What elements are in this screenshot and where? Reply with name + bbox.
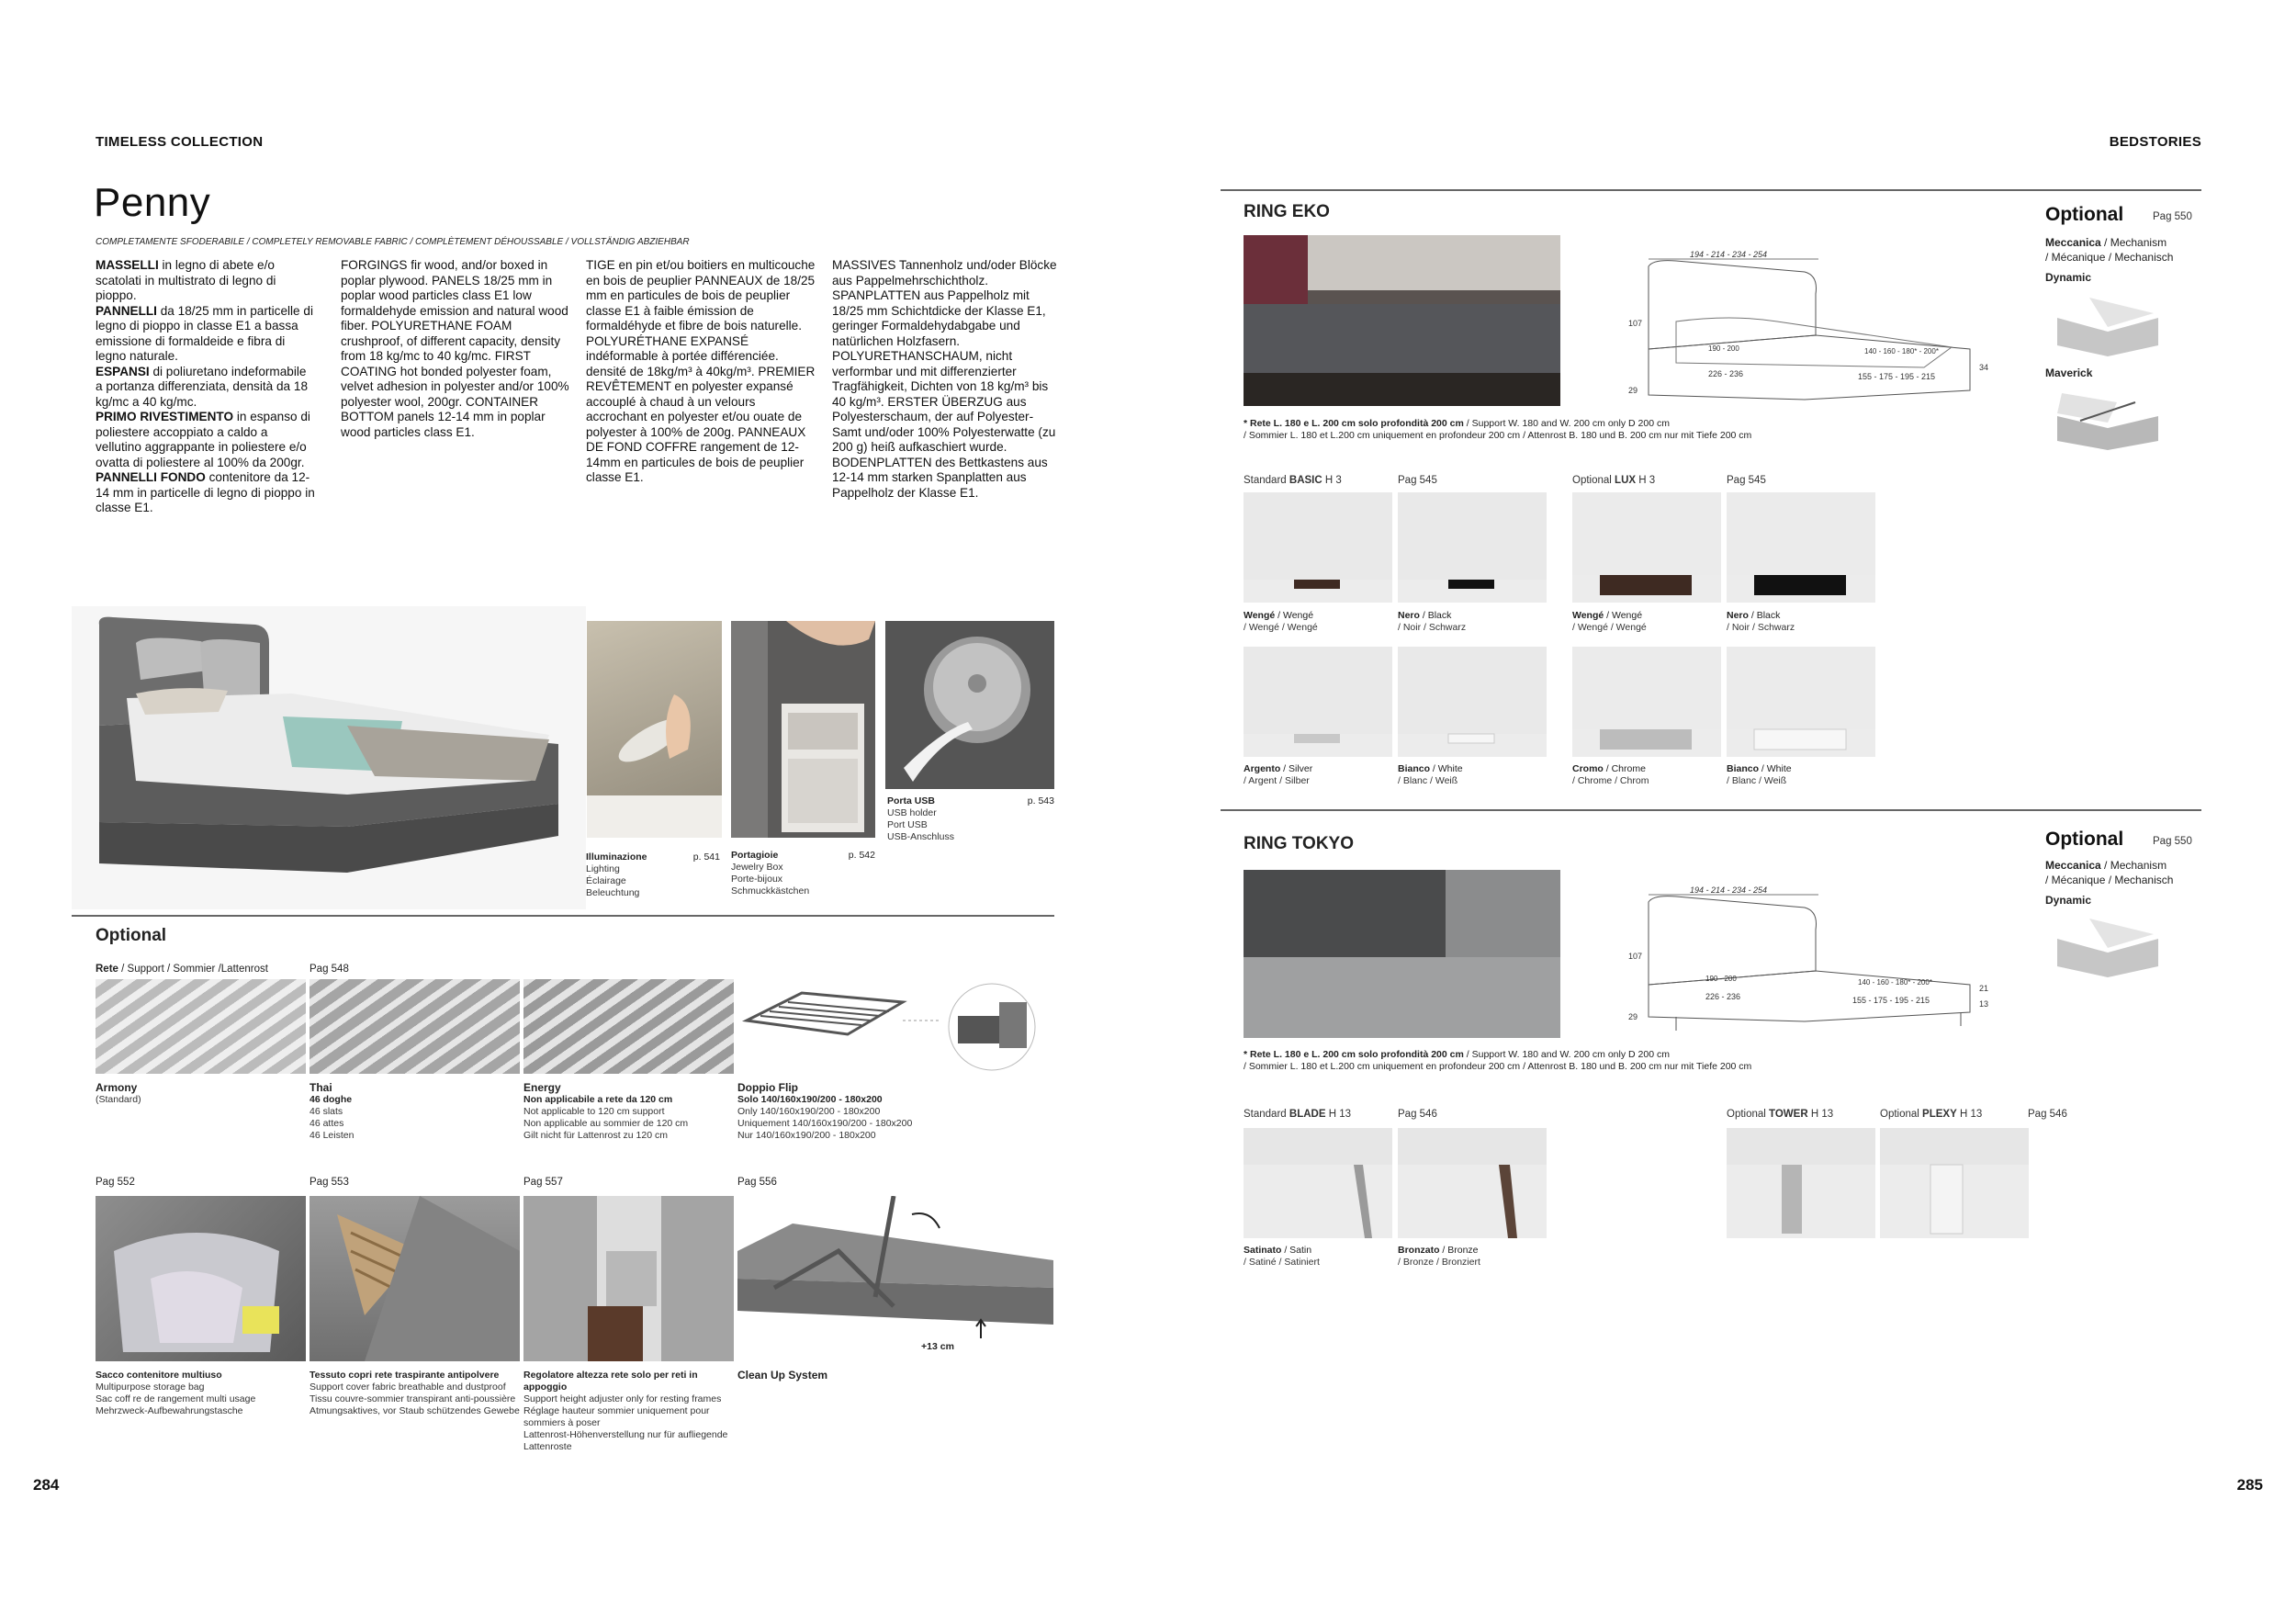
foot-finish-other: / Bronze / Bronziert (1398, 1257, 1480, 1268)
ring-eko-title: RING EKO (1244, 202, 1330, 221)
slat-name: Thai (310, 1081, 332, 1094)
foot-finish-en: / Wengé (1275, 610, 1314, 621)
lighting-photo (587, 621, 722, 838)
foot-finish: Bianco (1398, 763, 1431, 774)
foot-wenge-basic (1244, 492, 1392, 603)
slat-doppio-flip-photo (737, 979, 1053, 1074)
foot-nero-lux (1727, 492, 1875, 603)
desc-keyword: PRIMO RIVESTIMENTO (96, 410, 234, 423)
storage-bag-photo (96, 1196, 306, 1361)
extra-line: Mehrzweck-Aufbewahrungstasche (96, 1405, 243, 1416)
foot-finish-other: / Chrome / Chrom (1572, 775, 1649, 786)
foot-caption (1727, 610, 1795, 634)
slat-energy-photo (523, 979, 734, 1074)
slat-line: Not applicable to 120 cm support (523, 1106, 665, 1117)
ring-eko-photo (1244, 235, 1560, 406)
product-title: Penny (94, 180, 211, 225)
page-number-left: 284 (33, 1476, 60, 1494)
accessory-line: USB-Anschluss (887, 831, 954, 842)
foot-finish-other: / Noir / Schwarz (1398, 622, 1467, 633)
desc-text: da 18/25 mm in particelle di legno di pioppo in classe E1 a bassa emissione di formaldeide e fibra di legno naturale. (96, 303, 313, 363)
slat-caption-energy (523, 1082, 734, 1142)
desc-text: FORGINGS fir wood, and/or boxed in poplar plywood. PANELS 18/25 mm in poplar wood particles class E1 low formaldehyde emission and natural wood fiber. POLYURETHANE FOAM crushproof, of different capacity, density from 18 kg/mc to 40 kg/mc. FIRST COATING hot bonded polyester foam, velvet adhesion in polyester and/or 100% polyester wool, 200gr. CONTAINER BOTTOM panels 12-14 mm in poplar wood particles class E1. (341, 258, 569, 439)
foot-finish-other: / Blanc / Weiß (1727, 775, 1787, 786)
desc-keyword: ESPANSI (96, 364, 150, 378)
slat-line: Non applicable au sommier de 120 cm (523, 1118, 689, 1129)
product-subtitle: COMPLETAMENTE SFODERABILE / COMPLETELY REMOVABLE FABRIC / COMPLÈTEMENT DÉHOUSSABLE / VOLLSTÄNDIG ABZIEHBAR (96, 237, 690, 247)
accessory-line: Port USB (887, 819, 928, 830)
slat-line: (Standard) (96, 1094, 141, 1105)
extra-line: Atmungsaktives, vor Staub schützendes Gewebe (310, 1405, 520, 1416)
desc-text: di poliuretano indeformabile a portanza differenziata, densità da 18 kg/mc a 40 kg/mc. (96, 364, 309, 409)
collection-header: TIMELESS COLLECTION (96, 134, 264, 150)
ring-eko-optional-page: Pag 545 (1727, 475, 1766, 486)
foot-finish-other: / Wengé / Wengé (1572, 622, 1647, 633)
usb-holder-photo (885, 621, 1054, 789)
foot-caption (1398, 610, 1466, 634)
svg-text:107: 107 (1628, 952, 1643, 961)
clean-up-badge: +13 cm (921, 1341, 954, 1352)
foot-finish: Cromo (1572, 763, 1604, 774)
accessory-page: p. 541 (692, 851, 720, 863)
foot-finish: Nero (1727, 610, 1749, 621)
mechanism-maverick-photo (2053, 384, 2163, 452)
foot-finish-other: / Blanc / Weiß (1398, 775, 1458, 786)
extra-title: Regolatore altezza rete solo per reti in appoggio (523, 1370, 698, 1393)
desc-fr (586, 258, 816, 486)
foot-satinato-blade (1244, 1128, 1392, 1238)
tokyo-mechanism-label: Meccanica / Mechanism / Mécanique / Mechanisch (2045, 859, 2174, 886)
divider (1221, 189, 2201, 191)
caption-lighting (586, 851, 720, 899)
foot-caption (1398, 763, 1463, 787)
slat-line: 46 attes (310, 1118, 344, 1129)
accessory-page: p. 542 (848, 850, 875, 861)
ring-tokyo-optional-plexy-label: Optional PLEXY H 13 (1880, 1109, 1983, 1120)
svg-text:140 - 160 - 180* - 200*: 140 - 160 - 180* - 200* (1858, 978, 1932, 987)
eko-mechanism-label: Meccanica / Mechanism / Mécanique / Mechanisch (2045, 236, 2174, 264)
foot-finish-en: / Wengé (1604, 610, 1643, 621)
foot-nero-basic (1398, 492, 1547, 603)
slat-spec: 46 doghe (310, 1094, 353, 1105)
ring-eko-note: * Rete L. 180 e L. 200 cm solo profondità 200 cm / Support W. 180 and W. 200 cm only D 200 cm / Sommier L. 180 et L.200 cm uniquement en profondeur 200 cm / Attenrost B. 180 und B. 200 cm nur mit Tiefe 200 cm (1244, 418, 1752, 441)
slat-armony-photo (96, 979, 306, 1074)
mechanism-dynamic-label: Dynamic (2045, 271, 2092, 284)
extra-line: Tissu couvre-sommier transpirant anti-poussière (310, 1393, 516, 1404)
slat-line: 46 Leisten (310, 1130, 355, 1141)
clean-up-system-photo (737, 1196, 1053, 1361)
svg-text:190 - 200: 190 - 200 (1708, 344, 1739, 353)
foot-finish: Satinato (1244, 1245, 1282, 1256)
extra-line: Support cover fabric breathable and dustproof (310, 1382, 506, 1393)
extra-title: Tessuto copri rete traspirante antipolvere (310, 1370, 500, 1381)
slat-line: Only 140/160x190/200 - 180x200 (737, 1106, 881, 1117)
svg-text:140 - 160 - 180* - 200*: 140 - 160 - 180* - 200* (1864, 347, 1939, 355)
accessory-line: Éclairage (586, 875, 626, 886)
rete-page: Pag 548 (310, 964, 349, 975)
accessory-line: USB holder (887, 807, 937, 818)
height-adjuster-photo (523, 1196, 734, 1361)
extra-page-0: Pag 552 (96, 1177, 135, 1188)
tokyo-mechanism-dynamic-photo (2053, 911, 2163, 979)
desc-it (96, 258, 316, 516)
accessory-title: Portagioie (731, 850, 779, 861)
page-number-right: 285 (2236, 1476, 2263, 1494)
extra-caption-3 (737, 1370, 948, 1382)
foot-caption (1244, 1245, 1320, 1269)
svg-text:13: 13 (1979, 999, 1989, 1009)
foot-finish-en: / Bronze (1439, 1245, 1479, 1256)
divider (1221, 809, 2201, 811)
tokyo-optional-page: Pag 550 (2153, 836, 2192, 847)
desc-text: contenitore da 12-14 mm in particelle di legno di pioppo in classe E1. (96, 470, 315, 514)
caption-jewelry (731, 850, 875, 897)
ring-eko-diagram (1621, 248, 2007, 404)
extra-line: Réglage hauteur sommier uniquement pour sommiers à poser (523, 1405, 710, 1428)
foot-bianco-lux (1727, 647, 1875, 757)
caption-usb (887, 795, 1054, 843)
svg-text:21: 21 (1979, 984, 1989, 993)
optional-heading: Optional (96, 926, 167, 945)
foot-finish-en: / White (1430, 763, 1463, 774)
extra-title: Sacco contenitore multiuso (96, 1370, 222, 1381)
foot-finish-en: / Black (1748, 610, 1781, 621)
ring-eko-standard-page: Pag 545 (1398, 475, 1437, 486)
extra-caption-2 (523, 1370, 734, 1453)
foot-plexy (1880, 1128, 2029, 1238)
foot-finish-other: / Wengé / Wengé (1244, 622, 1318, 633)
eko-optional-heading: Optional (2045, 204, 2124, 225)
foot-bronzato-blade (1398, 1128, 1547, 1238)
ring-tokyo-optional-page: Pag 546 (2028, 1109, 2067, 1120)
brand-header: BEDSTORIES (2109, 134, 2201, 150)
foot-finish-other: / Satiné / Satiniert (1244, 1257, 1320, 1268)
slat-caption-doppio-flip (737, 1082, 948, 1142)
foot-finish-en: / Satin (1281, 1245, 1312, 1256)
extra-line: Sac coff re de rangement multi usage (96, 1393, 256, 1404)
ring-tokyo-standard-label: Standard BLADE H 13 (1244, 1109, 1352, 1120)
svg-text:107: 107 (1628, 319, 1643, 328)
extra-page-1: Pag 553 (310, 1177, 349, 1188)
foot-finish-other: / Argent / Silber (1244, 775, 1310, 786)
slat-line: Uniquement 140/160x190/200 - 180x200 (737, 1118, 913, 1129)
slat-name: Doppio Flip (737, 1081, 798, 1094)
foot-caption (1244, 763, 1312, 787)
mechanism-dynamic-photo (2053, 290, 2163, 358)
foot-finish: Wengé (1572, 610, 1604, 621)
foot-caption (1244, 610, 1318, 634)
divider (72, 915, 1054, 917)
foot-caption (1572, 763, 1649, 787)
accessory-line: Schmuckkästchen (731, 885, 810, 897)
extra-title: Clean Up System (737, 1369, 828, 1382)
foot-argento-basic (1244, 647, 1392, 757)
slat-line: 46 slats (310, 1106, 343, 1117)
extra-caption-0 (96, 1370, 306, 1417)
foot-finish: Argento (1244, 763, 1281, 774)
svg-text:194 - 214 - 234 - 254: 194 - 214 - 234 - 254 (1690, 885, 1768, 895)
slat-spec: Solo 140/160x190/200 - 180x200 (737, 1094, 883, 1105)
slat-name: Energy (523, 1081, 561, 1094)
foot-caption (1398, 1245, 1480, 1269)
foot-finish: Bianco (1727, 763, 1760, 774)
svg-text:29: 29 (1628, 1012, 1638, 1021)
penny-bed-photo (72, 606, 586, 909)
desc-keyword: PANNELLI FONDO (96, 470, 206, 484)
ring-tokyo-note: * Rete L. 180 e L. 200 cm solo profondità 200 cm / Support W. 180 and W. 200 cm only D 200 cm / Sommier L. 180 et L.200 cm uniquement en profondeur 200 cm / Attenrost B. 180 und B. 200 cm nur mit Tiefe 200 cm (1244, 1049, 1752, 1072)
foot-finish-en: / White (1759, 763, 1792, 774)
svg-text:34: 34 (1979, 363, 1989, 372)
extra-page-3: Pag 556 (737, 1177, 777, 1188)
foot-caption (1572, 610, 1647, 634)
foot-wenge-lux (1572, 492, 1721, 603)
slat-thai-photo (310, 979, 520, 1074)
mechanism-maverick-label: Maverick (2045, 367, 2093, 379)
desc-de (832, 258, 1057, 501)
slat-caption-thai (310, 1082, 520, 1142)
svg-text:226 - 236: 226 - 236 (1705, 992, 1741, 1001)
slat-caption-armony (96, 1082, 306, 1106)
foot-finish: Bronzato (1398, 1245, 1440, 1256)
foot-finish-en: / Black (1419, 610, 1452, 621)
slat-spec: Non applicabile a rete da 120 cm (523, 1094, 673, 1105)
foot-finish-other: / Noir / Schwarz (1727, 622, 1795, 633)
ring-tokyo-diagram (1621, 884, 2007, 1040)
foot-tower (1727, 1128, 1875, 1238)
foot-bianco-basic (1398, 647, 1547, 757)
svg-text:29: 29 (1628, 386, 1638, 395)
jewelry-box-photo (731, 621, 875, 838)
ring-tokyo-title: RING TOKYO (1244, 834, 1354, 853)
accessory-line: Lighting (586, 863, 620, 874)
ring-eko-standard-label: Standard BASIC H 3 (1244, 475, 1342, 486)
desc-keyword: MASSELLI (96, 258, 159, 272)
extra-line: Support height adjuster only for resting frames (523, 1393, 722, 1404)
rete-label: Rete / Support / Sommier /Lattenrost (96, 964, 268, 975)
foot-finish-en: / Chrome (1603, 763, 1646, 774)
extra-line: Lattenrost-Höhenverstellung nur für aufliegende Lattenroste (523, 1429, 728, 1452)
extra-caption-1 (310, 1370, 520, 1417)
svg-text:190 - 200: 190 - 200 (1705, 975, 1737, 983)
foot-finish: Wengé (1244, 610, 1276, 621)
desc-en (341, 258, 570, 440)
foot-caption (1727, 763, 1792, 787)
desc-text: TIGE en pin et/ou boitiers en multicouche en bois de peuplier PANNEAUX de 18/25 mm en particules de bois de peuplier classe E1 à faible émission de formaldéhyde et fibre de bois naturelle. POLYURÉTHANE EXPANSÉ indéformable à portée différenciée. densité de 18kg/m³ à 40kg/m³. PREMIER REVÊTEMENT en polyester expansé accouplé à chaud à un velours accrochant en polyester et/ou ouate de polyester à 100% de 200g. PANNEAUX DE FOND COFFRE rangement de 12-14mm en particules de bois de peuplier classe E1. (586, 258, 816, 484)
accessory-title: Illuminazione (586, 851, 647, 863)
accessory-title: Porta USB (887, 795, 935, 806)
svg-text:155 - 175 - 195 - 215: 155 - 175 - 195 - 215 (1852, 996, 1930, 1005)
slat-line: Nur 140/160x190/200 - 180x200 (737, 1130, 876, 1141)
tokyo-mechanism-dynamic-label: Dynamic (2045, 894, 2092, 907)
foot-cromo-lux (1572, 647, 1721, 757)
accessory-page: p. 543 (1027, 795, 1054, 806)
desc-keyword: PANNELLI (96, 303, 157, 318)
ring-tokyo-optional-tower-label: Optional TOWER H 13 (1727, 1109, 1834, 1120)
accessory-line: Jewelry Box (731, 862, 783, 873)
accessory-line: Beleuchtung (586, 887, 640, 898)
ring-tokyo-photo (1244, 870, 1560, 1038)
foot-finish: Nero (1398, 610, 1420, 621)
extra-page-2: Pag 557 (523, 1177, 563, 1188)
cover-fabric-photo (310, 1196, 520, 1361)
extra-line: Multipurpose storage bag (96, 1382, 205, 1393)
foot-finish-en: / Silver (1280, 763, 1313, 774)
desc-text: MASSIVES Tannenholz und/oder Blöcke aus Pappelmehrschichtholz. SPANPLATTEN aus Pappelholz mit 18/25 mm Schichtdicke der Klasse E1, geringer Formaldehydabgabe und natürlichen Holzfasern. POLYURETHANSCHAUM, nicht verformbar und mit differenzierter Tragfähigkeit, Dichten von 18 kg/m³ bis 40 kg/m³. ERSTER ÜBERZUG aus Polyesterschaum, der auf Polyester-Samt und/oder 100% Polyesterwatte (zu 200 g) heiß aufkaschiert wurde. BODENPLATTEN des Bettkastens aus 12-14 mm starken Spanplatten aus Pappelholz der Klasse E1. (832, 258, 1057, 500)
ring-tokyo-standard-page: Pag 546 (1398, 1109, 1437, 1120)
svg-text:226 - 236: 226 - 236 (1708, 369, 1744, 378)
desc-text: in legno di abete e/o scatolati in multistrato di legno di pioppo. (96, 258, 276, 302)
desc-text: in espanso di poliestere accoppiato a caldo a vellutino aggrappante in poliestere e/o ovatta di poliestere al 100% da 200gr. (96, 410, 310, 469)
svg-text:155 - 175 - 195 - 215: 155 - 175 - 195 - 215 (1858, 372, 1936, 381)
accessory-line: Porte-bijoux (731, 874, 783, 885)
tokyo-optional-heading: Optional (2045, 829, 2124, 850)
svg-text:194 - 214 - 234 - 254: 194 - 214 - 234 - 254 (1690, 250, 1768, 259)
eko-optional-page: Pag 550 (2153, 211, 2192, 222)
slat-line: Gilt nicht für Lattenrost zu 120 cm (523, 1130, 668, 1141)
ring-eko-optional-label: Optional LUX H 3 (1572, 475, 1656, 486)
slat-name: Armony (96, 1081, 138, 1094)
